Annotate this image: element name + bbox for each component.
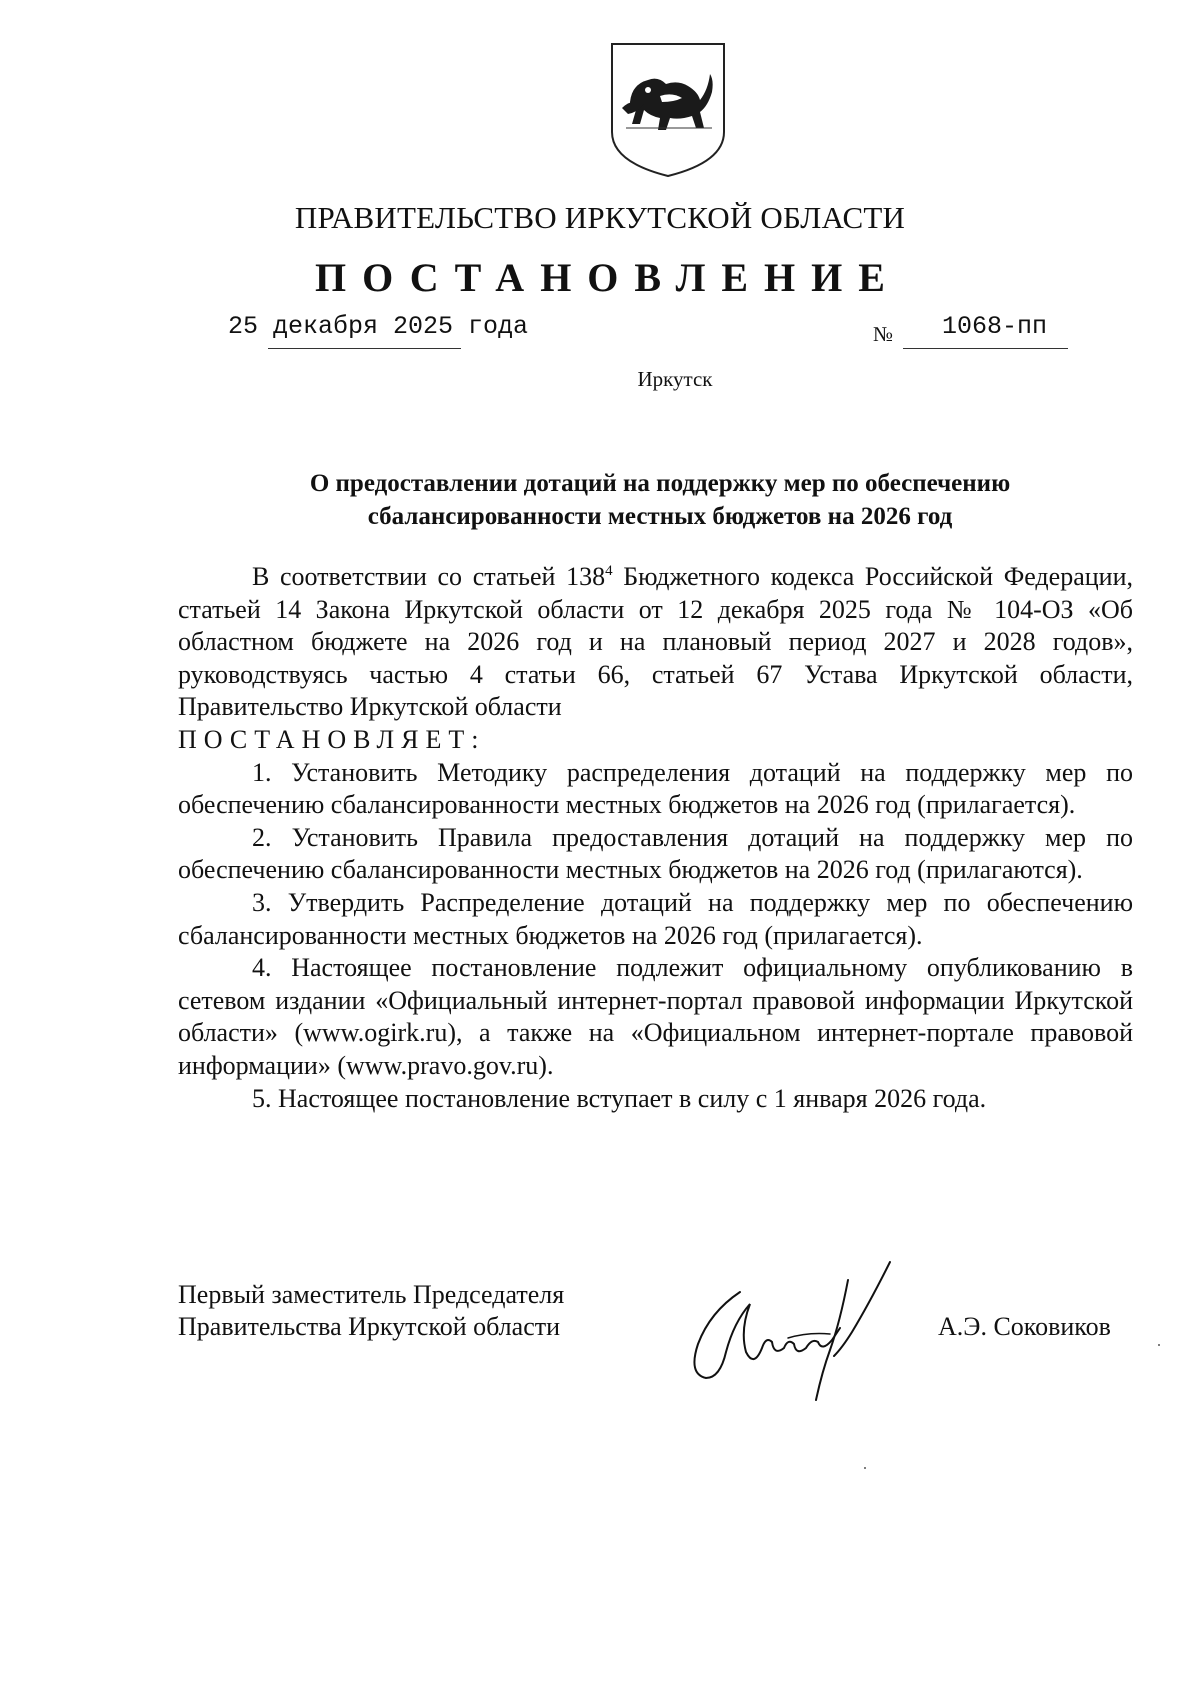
signer-position-line: Первый заместитель Председателя (178, 1280, 565, 1309)
preamble (178, 561, 1133, 724)
signer-name: А.Э. Соковиков (938, 1312, 1111, 1341)
decree-item-5: 5. Настоящее постановление вступает в силу с 1 января 2026 года. (252, 1083, 987, 1113)
document-body (178, 561, 1133, 1115)
date-underline (268, 348, 461, 349)
decree-item-1: 1. Установить Методику распределения дотаций на поддержку мер по обеспечению сбалансированности местных бюджетов на 2026 год (прилагается). (178, 757, 1133, 820)
scan-speck (1158, 1344, 1160, 1346)
title-line: О предоставлении дотаций на поддержку мер по обеспечению (309, 470, 1011, 497)
preamble-superscript: 4 (605, 563, 613, 579)
handwritten-signature (680, 1252, 915, 1402)
number-sign: № (873, 322, 894, 346)
document-number: 1068-пп (942, 312, 1048, 341)
decree-item-3: 3. Утвердить Распределение дотаций на поддержку мер по обеспечению сбалансированности местных бюджетов на 2026 год (прилагается). (178, 887, 1133, 950)
document-date: 25 декабря 2025 года (228, 312, 529, 341)
scan-speck (864, 1467, 866, 1469)
government-name: ПРАВИТЕЛЬСТВО ИРКУТСКОЙ ОБЛАСТИ (294, 200, 906, 235)
coat-of-arms-irkutsk-icon (608, 40, 728, 180)
signer-position-line: Правительства Иркутской области (178, 1312, 561, 1341)
signer-position (178, 1279, 564, 1343)
preamble-text: В соответствии со статьей 138 (252, 562, 606, 591)
number-underline (903, 348, 1068, 349)
city: Иркутск (637, 367, 713, 391)
decree-item-2: 2. Установить Правила предоставления дотаций на поддержку мер по обеспечению сбалансированности местных бюджетов на 2026 год (прилагаются). (178, 822, 1133, 885)
decree-word: ПОСТАНОВЛЯЕТ: (178, 724, 486, 754)
document-title (180, 467, 1140, 533)
preamble-text: Бюджетного кодекса Российской Федерации, статьей 14 Закона Иркутской области от 12 декабря 2025 года № 104-ОЗ «Об областном бюджете на 2026 год и на плановый период 2027 и 2028 годов», руководствуясь частью 4 статьи 66, статьей 67 Устава Иркутской области, Правительство Иркутской области (178, 562, 1133, 722)
document-type: ПОСТАНОВЛЕНИЕ (315, 255, 901, 300)
decree-item-4: 4. Настоящее постановление подлежит официальному опубликованию в сетевом издании «Официальный интернет-портал правовой информации Иркутской области» (www.ogirk.ru), а также на «Официальном интернет-портале правовой информации» (www.pravo.gov.ru). (178, 953, 1133, 1080)
title-line: сбалансированности местных бюджетов на 2026 год (367, 503, 953, 530)
